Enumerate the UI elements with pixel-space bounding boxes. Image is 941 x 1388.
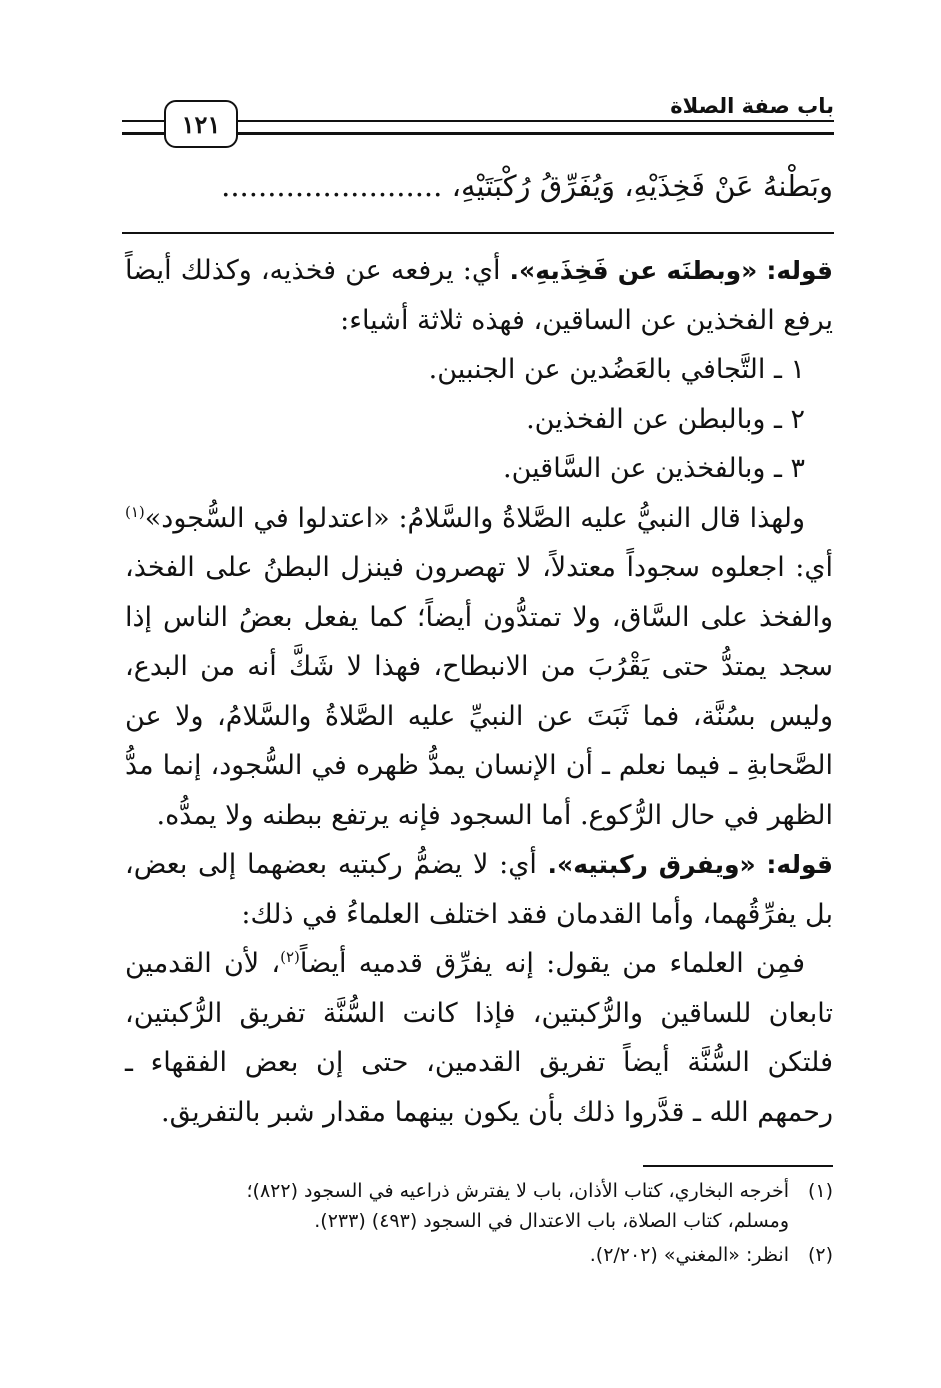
paragraph-text: أي: اجعلوه سجوداً معتدلاً، لا تهصرون فينزل البطنُ على الفخذ، والفخذ على السَّاق، ولا تمتدُّون أيضاً؛ كما يفعل بعضُ الناس إذا سجد يمتدُّ حتى يَقْرُبَ من الانبطاح، فهذا لا شَكَّ أنه من البدع، وليس بسُنَّة، فما ثَبَتَ عن النبيِّ عليه الصَّلاةُ والسَّلامُ، ولا عن الصَّحابةِ ـ فيما نعلم ـ أن الإنسان يمدُّ ظهره في السُّجود، إنما مدُّ الظهر في حال الرُّكوع. أما السجود فإنه يرتفع ببطنه ولا يمدُّه.: [125, 552, 833, 831]
paragraph-4: [125, 939, 833, 1137]
list-item: ٣ ـ وبالفخذين عن السَّاقين.: [503, 453, 805, 484]
paragraph-text: ، لأن القدمين تابعان للساقين والرُّكبتين، فإذا كانت السُّنَّة تفريق الرُّكبتين، فلتكن السُّنَّة أيضاً تفريق القدمين، حتى إن بعض الفقهاء ـ رحمهم الله ـ قدَّروا ذلك بأن يكون بينهما مقدار شبر بالتفريق.: [125, 948, 833, 1128]
quoted-matn: «وبطنَه عن فَخِذَيهِ».: [509, 256, 758, 285]
footnote-ref[interactable]: (١): [125, 502, 145, 521]
matn-text: [133, 160, 833, 212]
paragraph-text: ولهذا قال النبيُّ عليه الصَّلاةُ والسَّلامُ: «اعتدلوا في السُّجود»: [144, 502, 805, 534]
footnote-text: ومسلم، كتاب الصلاة، باب الاعتدال في السجود (٤٩٣) (٢٣٣).: [314, 1210, 789, 1232]
matn-dots: ........................: [221, 169, 443, 203]
qawluhu-label: قوله:: [766, 850, 833, 879]
footnote-number: (١): [807, 1180, 833, 1202]
footnotes: [125, 1176, 833, 1274]
paragraph-text: أي: لا يضمُّ ركبتيه بعضهما إلى بعض، بل يفرِّقُهما، وأما القدمان فقد اختلف العلماءُ في ذلك:: [125, 849, 833, 930]
paragraph-1: [125, 246, 833, 345]
page-number: ١٢١: [164, 100, 238, 148]
paragraph-text: فمِن العلماء من يقول: إنه يفرِّق قدميه أيضاً: [299, 948, 805, 979]
qawluhu-label: قوله:: [766, 256, 833, 285]
paragraph-2: [125, 494, 833, 841]
matn-line: وبَطْنهُ عَنْ فَخِذَيْهِ، وَيُفَرِّقُ رُكْبَتَيْهِ،: [451, 169, 833, 203]
footnote-text: انظر: «المغني» (٢/٢٠٢).: [589, 1244, 789, 1266]
paragraph-text: أي: يرفعه عن فخذيه، وكذلك أيضاً يرفع الفخذين عن الساقين، فهذه ثلاثة أشياء:: [125, 255, 833, 336]
footnote-ref[interactable]: (٢): [280, 948, 300, 966]
page-header: [122, 96, 834, 152]
list-item: ٢ ـ وبالبطن عن الفخذين.: [526, 403, 805, 435]
footnote-text: أخرجه البخاري، كتاب الأذان، باب لا يفترش ذراعيه في السجود (٨٢٢)؛: [246, 1180, 789, 1202]
footnote-number: (٢): [807, 1244, 833, 1266]
quoted-matn: «ويفرق ركبتيه».: [547, 850, 756, 879]
commentary-body: [125, 246, 833, 1137]
footnote-item: [125, 1240, 833, 1270]
list-item: ١ ـ التَّجافي بالعَضُدين عن الجنبين.: [428, 354, 805, 385]
footnote-separator: [643, 1165, 833, 1167]
footnote-item: [125, 1176, 833, 1236]
matn-separator: [122, 232, 834, 234]
paragraph-3: [125, 840, 833, 939]
running-title: باب صفة الصلاة: [660, 94, 834, 118]
